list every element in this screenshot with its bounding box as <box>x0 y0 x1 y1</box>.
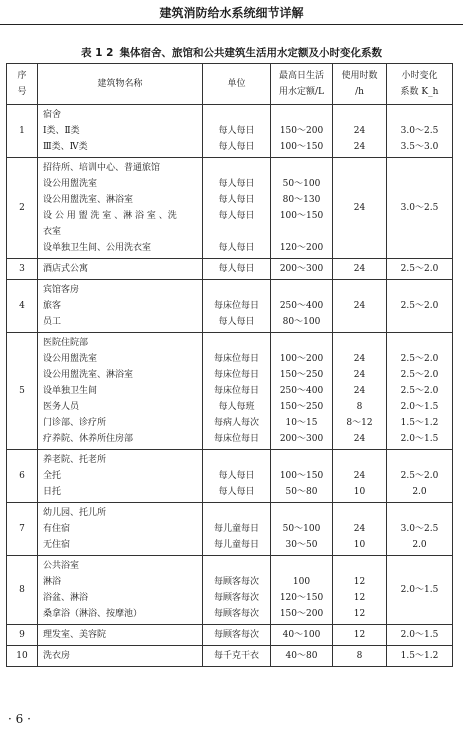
row-hours-line: 12 <box>353 609 366 619</box>
row-quota-line: 250～400 <box>279 301 324 311</box>
row-building-name <box>38 450 203 503</box>
building-name-line: 淋浴 <box>43 577 62 587</box>
building-name-line: 酒店式公寓 <box>43 264 89 274</box>
row-seq: 10 <box>7 646 38 667</box>
building-name-line: 宾馆客房 <box>43 285 80 295</box>
row-hours-line <box>336 107 383 123</box>
row-building-name <box>38 646 203 667</box>
row-seq: 8 <box>7 556 38 625</box>
row-building-name <box>38 259 203 280</box>
building-name-line: 设公用盥洗室、淋浴室 <box>43 370 134 380</box>
row-coef-line: 2.0～1.5 <box>400 434 439 444</box>
row-hours <box>333 646 387 667</box>
row-coef <box>387 259 453 280</box>
row-unit-line: 每人每日 <box>218 142 255 152</box>
row-seq: 5 <box>7 333 38 450</box>
table-row <box>7 333 453 450</box>
building-name-line: 宿舍 <box>43 110 62 120</box>
header-seq-line: 号 <box>17 87 27 97</box>
page-number: · 6 · <box>8 712 31 726</box>
row-coef-line: 2.0～1.5 <box>400 630 439 640</box>
row-coef: 3.0～2.5 <box>387 158 453 259</box>
row-seq: 3 <box>7 259 38 280</box>
building-name-line: 无住宿 <box>43 540 71 550</box>
row-quota-line: 80～130 <box>282 195 321 205</box>
row-unit <box>203 503 271 556</box>
row-quota-line: 150～250 <box>279 402 324 412</box>
row-quota <box>271 646 333 667</box>
row-unit-line: 每人每日 <box>218 126 255 136</box>
row-quota <box>271 105 333 158</box>
row-unit-line: 每儿童每日 <box>213 540 259 550</box>
row-quota-line: 200～300 <box>279 434 324 444</box>
row-quota-line: 40～80 <box>285 651 318 661</box>
header-seq <box>7 64 38 105</box>
row-coef-line: 3.0～2.5 <box>400 126 439 136</box>
row-hours-line: 24 <box>353 354 366 364</box>
building-name-line: 公共浴室 <box>43 561 80 571</box>
row-quota <box>271 158 333 259</box>
row-quota-line <box>274 107 329 123</box>
row-unit-line: 每床位每日 <box>213 370 259 380</box>
row-seq: 7 <box>7 503 38 556</box>
building-name-line: Ⅰ类、Ⅱ类 <box>43 126 80 136</box>
row-unit-line <box>206 335 267 351</box>
row-quota-line: 40～100 <box>282 630 321 640</box>
row-unit-line: 每人每日 <box>218 195 255 205</box>
row-coef-line: 2.0～1.5 <box>400 402 439 412</box>
row-coef <box>387 503 453 556</box>
row-unit-line <box>206 282 267 298</box>
row-coef-line <box>390 107 449 123</box>
row-building-name <box>38 280 203 333</box>
row-hours <box>333 450 387 503</box>
building-name-line: 浴盆、淋浴 <box>43 593 89 603</box>
row-hours-line: 12 <box>353 577 366 587</box>
row-unit-line: 每人每日 <box>218 317 255 327</box>
row-unit <box>203 646 271 667</box>
row-quota-line: 150～200 <box>279 126 324 136</box>
row-unit-line: 每顾客每次 <box>213 577 259 587</box>
row-quota <box>271 556 333 625</box>
row-building-name <box>38 105 203 158</box>
row-hours-line: 8 <box>356 651 363 661</box>
row-unit-line: 每病人每次 <box>213 418 259 428</box>
row-building-name <box>38 333 203 450</box>
row-hours-line <box>336 558 383 574</box>
row-quota-line: 100～150 <box>279 471 324 481</box>
building-name-line: 设单独卫生间 <box>43 386 98 396</box>
row-hours <box>333 259 387 280</box>
row-coef-line: 2.5～2.0 <box>400 370 439 380</box>
row-coef-line: 2.0 <box>412 487 427 497</box>
row-unit <box>203 259 271 280</box>
row-coef-line: 1.5～1.2 <box>400 651 439 661</box>
building-name-line: Ⅲ类、Ⅳ类 <box>43 142 88 152</box>
row-hours-line <box>336 335 383 351</box>
row-unit-line: 每人每日 <box>218 211 255 221</box>
row-unit <box>203 333 271 450</box>
row-hours <box>333 503 387 556</box>
row-unit <box>203 105 271 158</box>
row-seq: 4 <box>7 280 38 333</box>
building-name-line: 幼儿园、托儿所 <box>43 508 107 518</box>
row-building-name <box>38 503 203 556</box>
row-quota-line: 250～400 <box>279 386 324 396</box>
row-unit-line <box>206 224 267 240</box>
row-quota-line <box>274 452 329 468</box>
row-unit-line <box>206 107 267 123</box>
building-name-line: 有住宿 <box>43 524 71 534</box>
row-quota-line: 10～15 <box>285 418 318 428</box>
row-unit-line: 每顾客每次 <box>213 609 259 619</box>
row-unit-line: 每人每日 <box>218 179 255 189</box>
row-hours-line: 24 <box>353 264 366 274</box>
row-unit-line <box>206 160 267 176</box>
row-hours: 24 <box>333 158 387 259</box>
table-row <box>7 556 453 625</box>
row-unit-line: 每人每日 <box>218 243 255 253</box>
row-unit-line: 每床位每日 <box>213 354 259 364</box>
row-hours-line: 12 <box>353 630 366 640</box>
row-quota-line: 50～80 <box>285 487 318 497</box>
building-name-line: 设公用盥洗室 <box>43 179 98 189</box>
row-hours-line: 10 <box>353 487 366 497</box>
row-coef-line: 2.0 <box>412 540 427 550</box>
row-hours-line: 24 <box>353 386 366 396</box>
row-coef <box>387 625 453 646</box>
row-quota-line <box>274 558 329 574</box>
table-row <box>7 259 453 280</box>
row-unit-line: 每床位每日 <box>213 386 259 396</box>
building-name-line: 医院住院部 <box>43 338 89 348</box>
building-name-line: 桑拿浴（淋浴、按摩池） <box>43 609 143 619</box>
header-coef-line: 系数 K_h <box>400 87 439 97</box>
row-quota <box>271 280 333 333</box>
header-quota <box>271 64 333 105</box>
row-hours-line: 8 <box>356 402 363 412</box>
header-coef-line: 小时变化 <box>401 71 438 81</box>
row-hours: 24 <box>333 280 387 333</box>
row-quota-line: 150～200 <box>279 609 324 619</box>
building-name-line: 设单独卫生间、公用洗衣室 <box>43 243 152 253</box>
row-unit-line <box>206 558 267 574</box>
row-quota-line <box>274 224 329 240</box>
row-quota-line <box>274 160 329 176</box>
table-row <box>7 625 453 646</box>
row-unit-line: 每人每日 <box>218 487 255 497</box>
building-name-line: 理发室、美容院 <box>43 630 107 640</box>
row-unit-line: 每床位每日 <box>213 434 259 444</box>
row-unit-line: 每人每日 <box>218 471 255 481</box>
building-name-line: 日托 <box>43 487 62 497</box>
table-row <box>7 646 453 667</box>
row-hours-line: 24 <box>353 370 366 380</box>
header-name: 建筑物名称 <box>38 64 203 105</box>
header-hours-line: 使用时数 <box>341 71 378 81</box>
row-coef-line <box>390 452 449 468</box>
row-quota <box>271 450 333 503</box>
row-hours-line: 12 <box>353 593 366 603</box>
row-unit-line: 每儿童每日 <box>213 524 259 534</box>
building-name-line: 门诊部、诊疗所 <box>43 418 107 428</box>
row-quota-line: 100～150 <box>279 142 324 152</box>
water-quota-table <box>6 63 453 667</box>
row-quota <box>271 333 333 450</box>
building-name-line: 招待所、培训中心、普通旅馆 <box>43 163 161 173</box>
row-coef-line: 3.0～2.5 <box>400 524 439 534</box>
row-coef-line: 2.5～2.0 <box>400 264 439 274</box>
row-unit-line: 每顾客每次 <box>213 630 259 640</box>
table-row <box>7 158 453 259</box>
row-hours-line: 8～12 <box>346 418 373 428</box>
row-quota-line: 30～50 <box>285 540 318 550</box>
row-quota <box>271 625 333 646</box>
row-building-name <box>38 158 203 259</box>
row-quota-line: 100～150 <box>279 211 324 221</box>
row-hours <box>333 333 387 450</box>
row-quota-line <box>274 282 329 298</box>
row-unit <box>203 450 271 503</box>
row-coef <box>387 105 453 158</box>
row-hours-line: 24 <box>353 126 366 136</box>
row-coef <box>387 646 453 667</box>
row-coef-line: 2.5～2.0 <box>400 354 439 364</box>
row-seq: 6 <box>7 450 38 503</box>
row-unit <box>203 280 271 333</box>
row-coef-line: 1.5～1.2 <box>400 418 439 428</box>
building-name-line: 医务人员 <box>43 402 80 412</box>
row-hours-line: 24 <box>353 471 366 481</box>
row-unit <box>203 625 271 646</box>
header-rule <box>0 24 463 25</box>
row-building-name <box>38 556 203 625</box>
row-hours-line: 24 <box>353 142 366 152</box>
building-name-line: 员工 <box>43 317 62 327</box>
header-quota-line: 用水定额/L <box>278 87 324 97</box>
row-hours-line <box>336 505 383 521</box>
row-quota-line: 80～100 <box>282 317 321 327</box>
row-quota-line: 120～150 <box>279 593 324 603</box>
table-row <box>7 450 453 503</box>
row-quota <box>271 259 333 280</box>
row-quota-line: 120～200 <box>279 243 324 253</box>
row-hours <box>333 105 387 158</box>
row-quota <box>271 503 333 556</box>
table-row <box>7 280 453 333</box>
header-quota-line: 最高日生活 <box>278 71 324 81</box>
header-unit: 单位 <box>203 64 271 105</box>
building-name-line: 全托 <box>43 471 62 481</box>
building-name-line: 旅客 <box>43 301 62 311</box>
row-coef <box>387 450 453 503</box>
building-name-line: 设公用盥洗室、淋浴室 <box>43 195 134 205</box>
row-coef-line: 2.5～2.0 <box>400 471 439 481</box>
running-header-title: 建筑消防给水系统细节详解 <box>159 6 304 20</box>
row-coef-line: 2.5～2.0 <box>400 386 439 396</box>
header-hours-line: /h <box>355 87 364 97</box>
table-row <box>7 503 453 556</box>
row-quota-line: 100 <box>292 577 311 587</box>
table-caption-title: 集体宿舍、旅馆和公共建筑生活用水定额及小时变化系数 <box>119 47 382 59</box>
row-seq: 2 <box>7 158 38 259</box>
row-quota-line: 150～250 <box>279 370 324 380</box>
row-hours-line: 24 <box>353 524 366 534</box>
row-hours <box>333 625 387 646</box>
row-seq: 9 <box>7 625 38 646</box>
row-coef-line: 3.5～3.0 <box>400 142 439 152</box>
row-coef-line <box>390 505 449 521</box>
row-unit <box>203 556 271 625</box>
row-coef: 2.5～2.0 <box>387 280 453 333</box>
table-caption-number: 表 1 2 <box>81 47 114 59</box>
table-caption <box>0 45 463 60</box>
table-header-row <box>7 64 453 105</box>
header-coef <box>387 64 453 105</box>
row-hours-line <box>336 452 383 468</box>
row-quota-line: 200～300 <box>279 264 324 274</box>
row-unit-line: 每千克干衣 <box>213 651 259 661</box>
table-body <box>7 105 453 667</box>
row-hours-line: 10 <box>353 540 366 550</box>
row-unit-line <box>206 452 267 468</box>
row-unit-line: 每顾客每次 <box>213 593 259 603</box>
table-row <box>7 105 453 158</box>
row-quota-line: 50～100 <box>282 524 321 534</box>
row-coef-line <box>390 335 449 351</box>
row-unit <box>203 158 271 259</box>
row-quota-line: 50～100 <box>282 179 321 189</box>
row-quota-line: 100～200 <box>279 354 324 364</box>
row-hours-line: 24 <box>353 434 366 444</box>
building-name-line: 养老院、托老所 <box>43 455 107 465</box>
row-seq: 1 <box>7 105 38 158</box>
row-unit-line: 每人每日 <box>218 264 255 274</box>
row-quota-line <box>274 335 329 351</box>
building-name-line: 洗衣房 <box>43 651 71 661</box>
row-unit-line <box>206 505 267 521</box>
header-hours <box>333 64 387 105</box>
row-quota-line <box>274 505 329 521</box>
building-name-line: 衣室 <box>43 227 62 237</box>
building-name-line: 设公用盥洗室 <box>43 354 98 364</box>
building-name-line: 疗养院、休养所住房部 <box>43 434 134 444</box>
row-coef <box>387 333 453 450</box>
row-hours <box>333 556 387 625</box>
row-unit-line: 每人每班 <box>218 402 255 412</box>
building-name-line: 设 公 用 盥 洗 室 、淋 浴 室 、洗 <box>43 211 177 221</box>
row-coef: 2.0～1.5 <box>387 556 453 625</box>
row-unit-line: 每床位每日 <box>213 301 259 311</box>
header-seq-line: 序 <box>17 71 27 81</box>
row-building-name <box>38 625 203 646</box>
